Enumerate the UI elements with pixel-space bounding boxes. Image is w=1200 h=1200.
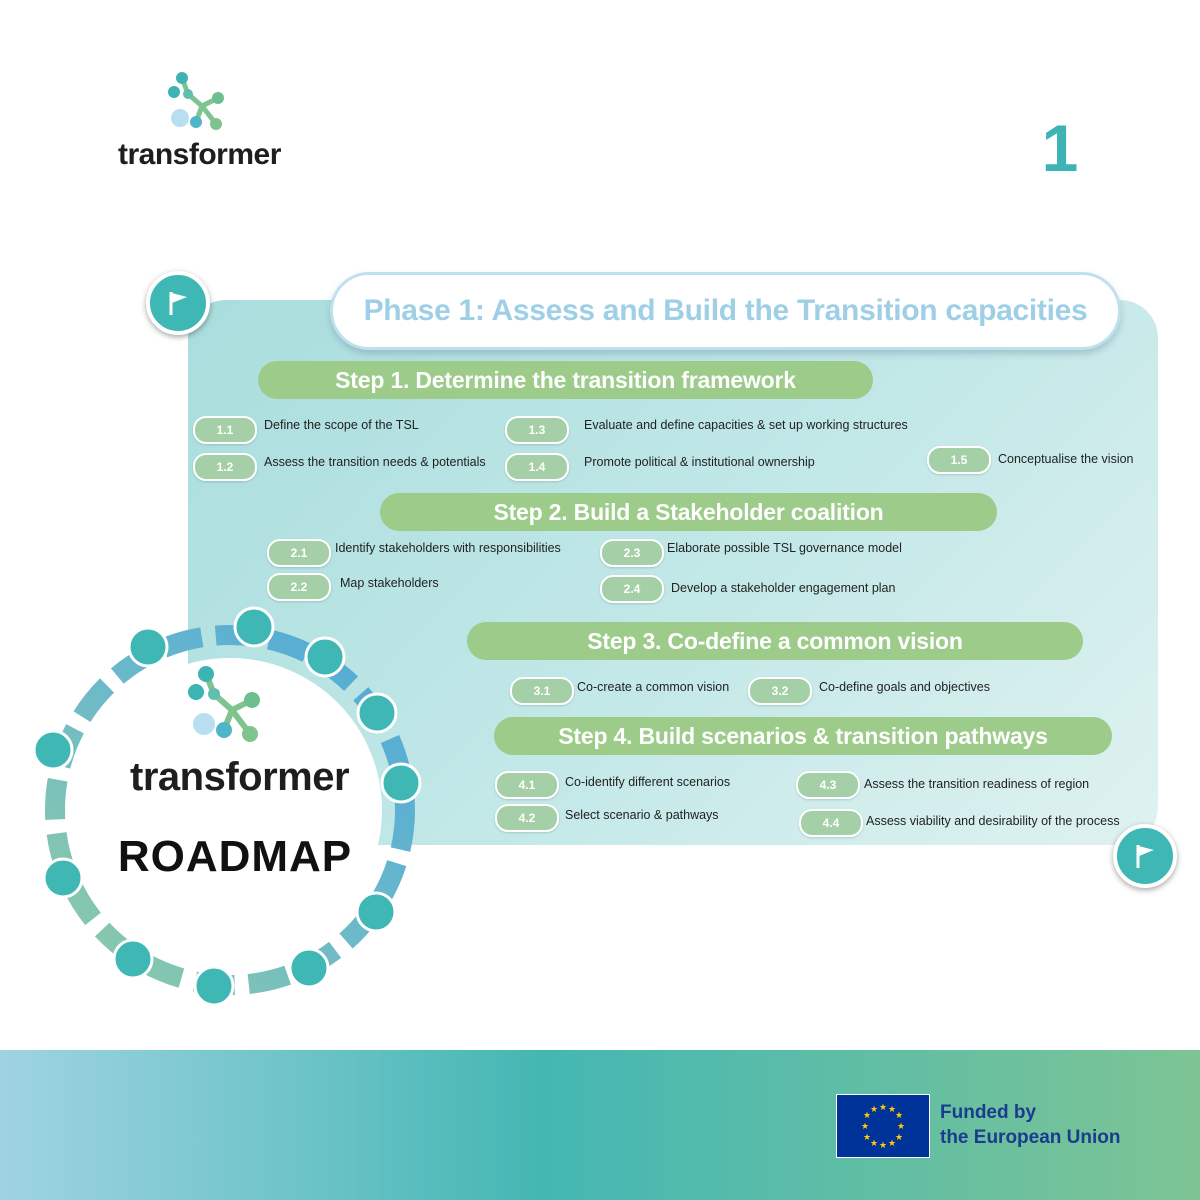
task-1-3-label: Evaluate and define capacities & set up working structures	[584, 418, 908, 432]
task-1-2-label: Assess the transition needs & potentials	[264, 455, 486, 469]
step-3-title: Step 3. Co-define a common vision	[467, 622, 1083, 660]
task-4-1-label: Co-identify different scenarios	[565, 775, 731, 789]
task-1-4-badge: 1.4	[505, 453, 569, 481]
funding-line-2: the European Union	[940, 1127, 1121, 1148]
task-1-1-label: Define the scope of the TSL	[264, 418, 419, 432]
roadmap-brand: transformer	[130, 755, 350, 799]
task-2-2-label: Map stakeholders	[340, 576, 439, 590]
task-3-2-label: Co-define goals and objectives	[819, 680, 990, 694]
task-2-3-label: Elaborate possible TSL governance model	[667, 541, 902, 555]
svg-text:★: ★	[894, 1133, 904, 1143]
roadmap-title: ROADMAP	[117, 832, 353, 881]
task-3-1-label: Co-create a common vision	[577, 680, 730, 694]
task-4-3-badge: 4.3	[796, 771, 860, 799]
step-2-title: Step 2. Build a Stakeholder coalition	[380, 493, 997, 531]
task-2-4-label: Develop a stakeholder engagement plan	[671, 581, 896, 595]
svg-text:★: ★	[894, 1111, 904, 1121]
svg-text:★: ★	[896, 1122, 906, 1132]
phase-title: Phase 1: Assess and Build the Transition capacities	[330, 272, 1121, 350]
task-4-1-badge: 4.1	[495, 771, 559, 799]
task-2-3-badge: 2.3	[600, 539, 664, 567]
task-2-2-badge: 2.2	[267, 573, 331, 601]
task-2-4-badge: 2.4	[600, 575, 664, 603]
task-3-1-badge: 3.1	[510, 677, 574, 705]
eu-flag	[836, 1094, 930, 1158]
roadmap-badge	[20, 600, 440, 1020]
flag-icon	[163, 288, 193, 318]
task-4-2-badge: 4.2	[495, 804, 559, 832]
task-4-3-label: Assess the transition readiness of region	[864, 777, 1090, 791]
task-1-1-badge: 1.1	[193, 416, 257, 444]
task-1-3-badge: 1.3	[505, 416, 569, 444]
task-2-1-badge: 2.1	[267, 539, 331, 567]
step-4-title: Step 4. Build scenarios & transition pathways	[494, 717, 1112, 755]
funding-line-1: Funded by	[940, 1102, 1037, 1123]
transformer-molecule-logo-icon	[166, 70, 236, 136]
task-1-5-label: Conceptualise the vision	[998, 452, 1134, 466]
task-1-5-badge: 1.5	[927, 446, 991, 474]
end-flag	[1113, 824, 1177, 888]
svg-text:★: ★	[869, 1139, 879, 1149]
svg-text:★: ★	[862, 1111, 872, 1121]
svg-text:★: ★	[860, 1122, 870, 1132]
task-4-2-label: Select scenario & pathways	[565, 808, 719, 822]
task-2-1-label: Identify stakeholders with responsibilities	[335, 541, 561, 555]
step-1-title: Step 1. Determine the transition framework	[258, 361, 873, 399]
task-1-2-badge: 1.2	[193, 453, 257, 481]
brand-logo	[118, 70, 281, 171]
svg-text:★: ★	[862, 1133, 872, 1143]
roadmap-ring-icon	[20, 600, 440, 1020]
start-flag	[146, 271, 210, 335]
eu-stars-icon	[837, 1095, 929, 1157]
svg-text:★: ★	[887, 1105, 897, 1115]
task-4-4-label: Assess viability and desirability of the process	[866, 814, 1120, 828]
task-1-4-label: Promote political & institutional ownership	[584, 455, 815, 469]
svg-text:★: ★	[869, 1105, 879, 1115]
flag-icon	[1130, 841, 1160, 871]
page-number: 1	[1041, 111, 1079, 185]
brand-name: transformer	[118, 138, 281, 171]
svg-text:★: ★	[887, 1139, 897, 1149]
task-3-2-badge: 3.2	[748, 677, 812, 705]
funding-statement	[940, 1100, 1121, 1150]
task-4-4-badge: 4.4	[799, 809, 863, 837]
svg-text:★: ★	[878, 1141, 888, 1151]
svg-text:★: ★	[878, 1103, 888, 1113]
